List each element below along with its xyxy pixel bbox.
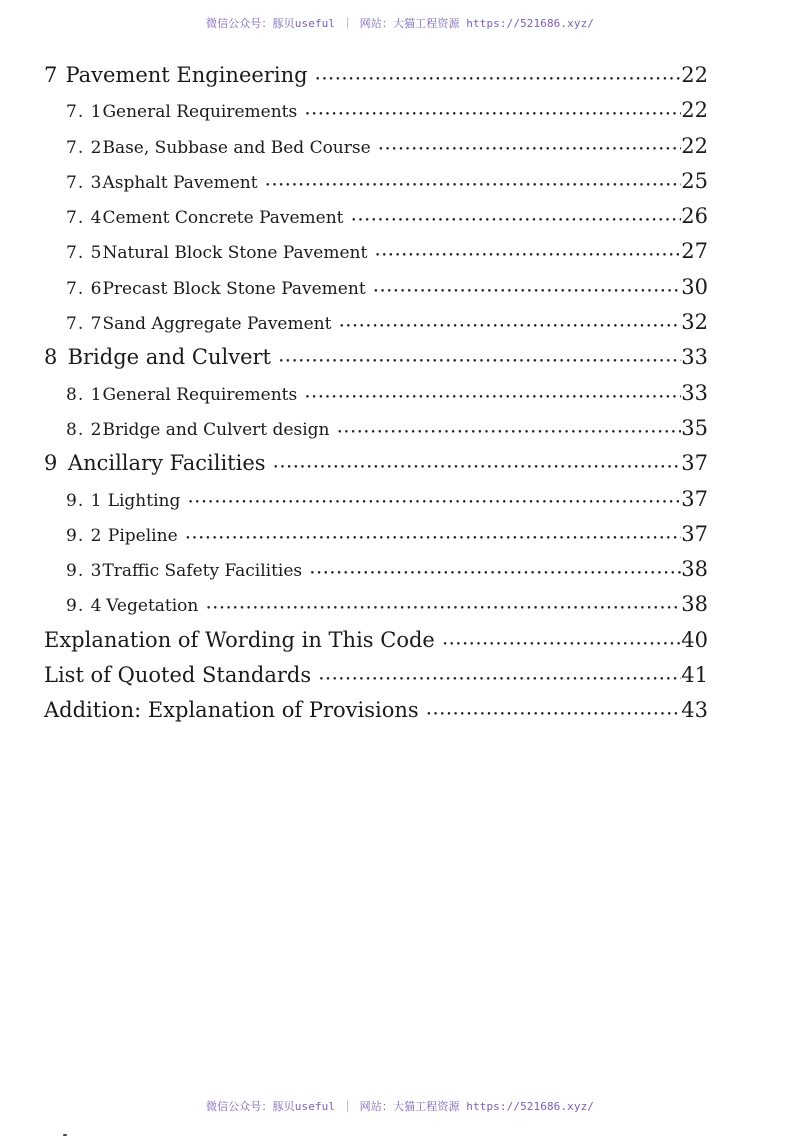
toc-number: 7. 5 xyxy=(66,243,103,264)
toc-title: Bridge and Culvert xyxy=(67,345,271,370)
toc-section-9-2[interactable] xyxy=(44,517,708,552)
toc-number: 8. 2 xyxy=(66,419,103,440)
watermark-top: 微信公众号：豚贝useful ｜ 网站：大猫工程资源 https://521686.xyz/ xyxy=(205,17,595,30)
scan-speck xyxy=(63,1134,67,1136)
toc-number: 9. 3 xyxy=(66,561,103,582)
toc-title: List of Quoted Standards xyxy=(44,663,312,688)
toc-page-number: 37 xyxy=(681,486,709,511)
toc-section-7-5[interactable] xyxy=(44,234,708,269)
toc-title: Explanation of Wording in This Code xyxy=(44,627,435,652)
toc-section-8-2[interactable] xyxy=(44,411,708,446)
dot-leader xyxy=(379,131,682,166)
toc-title: Asphalt Pavement xyxy=(102,172,258,193)
dot-leader xyxy=(316,61,682,96)
table-of-contents xyxy=(44,58,708,729)
dot-leader xyxy=(337,414,681,449)
toc-page-number: 22 xyxy=(681,98,708,123)
dot-leader xyxy=(186,520,681,555)
dot-leader xyxy=(375,237,681,272)
dot-leader xyxy=(374,273,682,308)
watermark-bottom: 微信公众号：豚贝useful ｜ 网站：大猫工程资源 https://521686.xyz/ xyxy=(205,1100,595,1113)
toc-title: Sand Aggregate Pavement xyxy=(102,314,332,335)
toc-title: Base, Subbase and Bed Course xyxy=(102,137,371,158)
dot-leader xyxy=(266,167,682,202)
toc-list-of-quoted-standards[interactable] xyxy=(44,658,708,693)
toc-addition-explanation-of-provisions[interactable] xyxy=(44,693,708,728)
toc-page-number: 37 xyxy=(681,451,708,476)
toc-page-number: 38 xyxy=(681,592,708,617)
dot-leader xyxy=(310,555,681,590)
toc-page-number: 35 xyxy=(681,415,708,440)
toc-number: 7. 6 xyxy=(66,278,103,299)
toc-chapter-7[interactable] xyxy=(44,58,708,93)
toc-section-7-3[interactable] xyxy=(44,164,708,199)
toc-number: 7. 1 xyxy=(66,102,103,123)
toc-page-number: 22 xyxy=(681,63,708,87)
toc-section-7-2[interactable] xyxy=(44,129,708,164)
dot-leader xyxy=(443,626,681,661)
dot-leader xyxy=(352,202,682,237)
toc-page-number: 37 xyxy=(681,521,708,546)
toc-chapter-9[interactable] xyxy=(44,446,708,481)
toc-title: Cement Concrete Pavement xyxy=(102,208,344,229)
toc-title: Lighting xyxy=(107,490,181,511)
toc-page-number: 43 xyxy=(681,698,708,723)
toc-page-number: 33 xyxy=(681,380,708,405)
toc-page-number: 33 xyxy=(681,345,708,370)
toc-chapter-8[interactable] xyxy=(44,340,708,375)
toc-number: 8. 1 xyxy=(66,384,103,405)
toc-title: Addition: Explanation of Provisions xyxy=(44,698,419,723)
dot-leader xyxy=(427,696,682,731)
toc-number: 9 xyxy=(44,451,58,476)
toc-number: 9. 1 xyxy=(66,490,103,511)
toc-number: 7. 2 xyxy=(66,137,103,158)
toc-number: 7 xyxy=(44,63,58,87)
toc-title: General Requirements xyxy=(102,102,298,123)
toc-page-number: 40 xyxy=(681,627,708,652)
toc-section-7-7[interactable] xyxy=(44,305,708,340)
toc-page-number: 27 xyxy=(681,239,708,264)
toc-title: Vegetation xyxy=(106,596,199,617)
toc-title: Pavement Engineering xyxy=(65,63,308,87)
dot-leader xyxy=(279,343,681,378)
toc-page-number: 26 xyxy=(681,204,708,229)
dot-leader xyxy=(305,379,681,414)
dot-leader xyxy=(206,590,681,625)
toc-title: Bridge and Culvert design xyxy=(102,419,330,440)
dot-leader xyxy=(319,661,681,696)
toc-page-number: 25 xyxy=(681,168,708,193)
dot-leader xyxy=(305,96,681,131)
toc-section-8-1[interactable] xyxy=(44,376,708,411)
toc-title: Ancillary Facilities xyxy=(67,451,266,476)
toc-explanation-of-wording[interactable] xyxy=(44,623,708,658)
dot-leader xyxy=(339,308,681,343)
toc-number: 9. 2 xyxy=(66,525,103,546)
toc-number: 7. 4 xyxy=(66,208,103,229)
toc-section-7-4[interactable] xyxy=(44,199,708,234)
toc-number: 9. 4 xyxy=(66,596,103,617)
toc-title: Precast Block Stone Pavement xyxy=(102,278,366,299)
toc-section-7-6[interactable] xyxy=(44,270,708,305)
toc-section-9-3[interactable] xyxy=(44,552,708,587)
toc-number: 7. 3 xyxy=(66,172,103,193)
dot-leader xyxy=(274,449,682,484)
toc-title: Traffic Safety Facilities xyxy=(102,561,303,582)
toc-number: 7. 7 xyxy=(66,314,103,335)
dot-leader xyxy=(188,484,680,519)
toc-section-9-4[interactable] xyxy=(44,587,708,622)
toc-number: 8 xyxy=(44,345,58,370)
toc-page-number: 38 xyxy=(681,557,708,582)
toc-title: General Requirements xyxy=(102,384,298,405)
toc-title: Natural Block Stone Pavement xyxy=(102,243,368,264)
toc-page-number: 22 xyxy=(681,133,708,158)
toc-page-number: 41 xyxy=(681,663,708,688)
toc-page-number: 32 xyxy=(681,310,708,335)
toc-title: Pipeline xyxy=(107,525,178,546)
toc-section-7-1[interactable] xyxy=(44,93,708,128)
toc-section-9-1[interactable] xyxy=(44,482,708,517)
toc-page-number: 30 xyxy=(681,274,708,299)
